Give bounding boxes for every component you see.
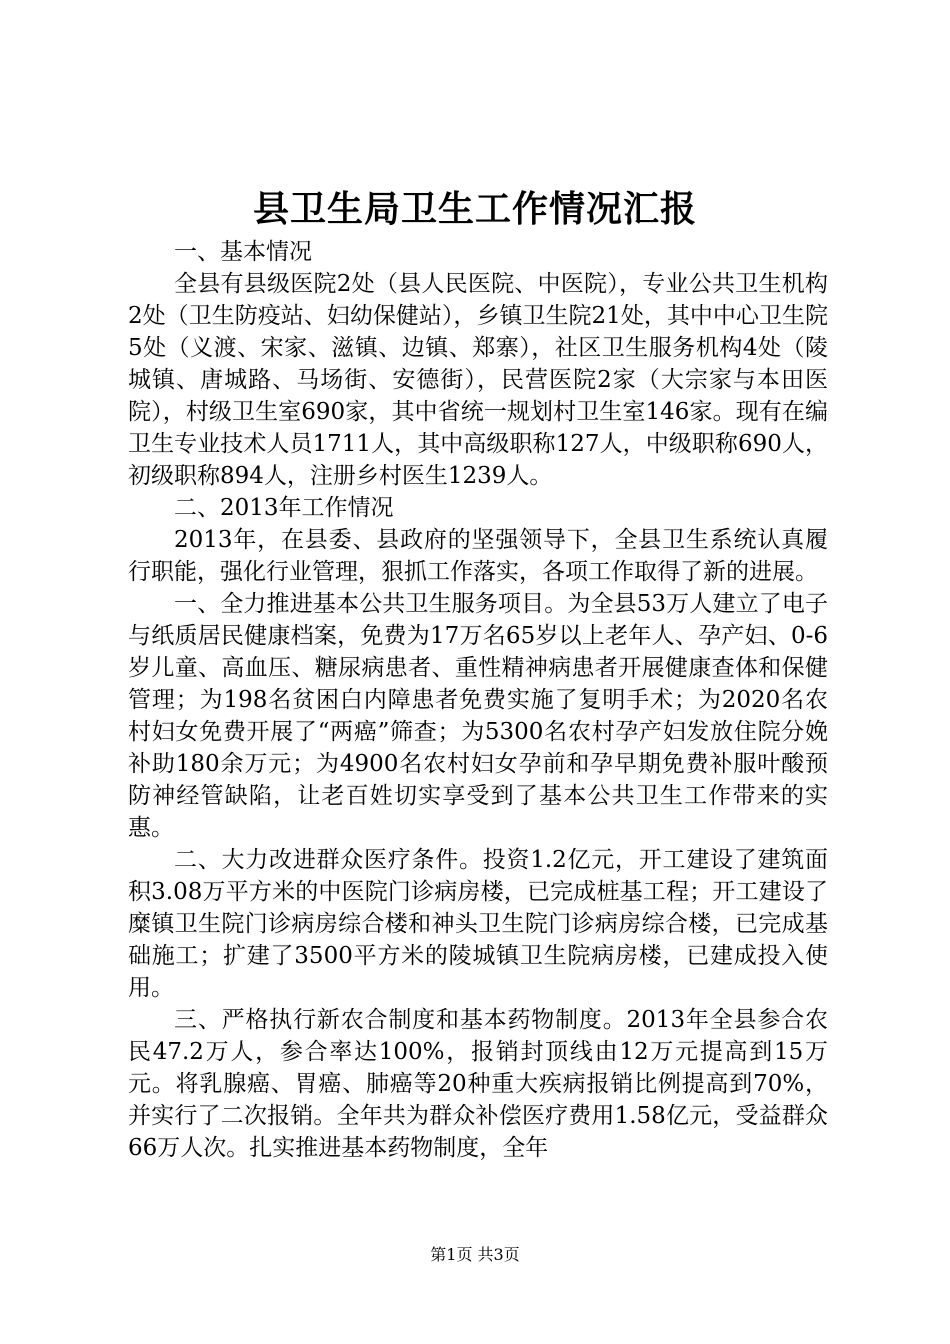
paragraph-public-health: 一、全力推进基本公共卫生服务项目。为全县53万人建立了电子与纸质居民健康档案，免费为17万名65岁以上老年人、孕产妇、0-6岁儿童、高血压、糖尿病患者、重性精神病患者开展健康查体和保健管理；为198名贫困白内障患者免费实施了复明手术；为2020名农村妇女免费开展了“两癌”筛查；为5300名农村孕产妇发放住院分娩补助180余万元；为4900名农村妇女孕前和孕早期免费补服叶酸预防神经管缺陷，让老百姓切实享受到了基本公共卫生工作带来的实惠。 <box>128 591 828 841</box>
paragraph-basic-situation: 全县有县级医院2处（县人民医院、中医院），专业公共卫生机构2处（卫生防疫站、妇幼保健站），乡镇卫生院21处，其中中心卫生院5处（义渡、宋家、滋镇、边镇、郑寨），社区卫生服务机构4处（陵城镇、唐城路、马场街、安德街），民营医院2家（大宗家与本田医院），村级卫生室690家，其中省统一规划村卫生室146家。现有在编卫生专业技术人员1711人，其中高级职称127人，中级职称690人，初级职称894人，注册乡村医生1239人。 <box>128 271 828 489</box>
paragraph-2013-intro: 2013年，在县委、县政府的坚强领导下，全县卫生系统认真履行职能，强化行业管理，狠抓工作落实，各项工作取得了新的进展。 <box>128 527 828 585</box>
section-heading-2013-work: 二、2013年工作情况 <box>174 495 394 521</box>
paragraph-medical-conditions: 二、大力改进群众医疗条件。投资1.2亿元，开工建设了建筑面积3.08万平方米的中医院门诊病房楼，已完成桩基工程；开工建设了糜镇卫生院门诊病房综合楼和神头卫生院门诊病房综合楼，已完成基础施工；扩建了3500平方米的陵城镇卫生院病房楼，已建成投入使用。 <box>128 847 828 1001</box>
paragraph-rural-cooperative: 三、严格执行新农合制度和基本药物制度。2013年全县参合农民47.2万人，参合率达100%，报销封顶线由12万元提高到15万元。将乳腺癌、胃癌、肺癌等20种重大疾病报销比例提高到70%，并实行了二次报销。全年共为群众补偿医疗费用1.58亿元，受益群众66万人次。扎实推进基本药物制度，全年 <box>128 1007 828 1161</box>
document-title: 县卫生局卫生工作情况汇报 <box>252 189 697 230</box>
document-body <box>128 236 828 1164</box>
section-heading-basic-situation: 一、基本情况 <box>174 239 312 265</box>
page-footer: 第1页 共3页 <box>430 1245 520 1264</box>
